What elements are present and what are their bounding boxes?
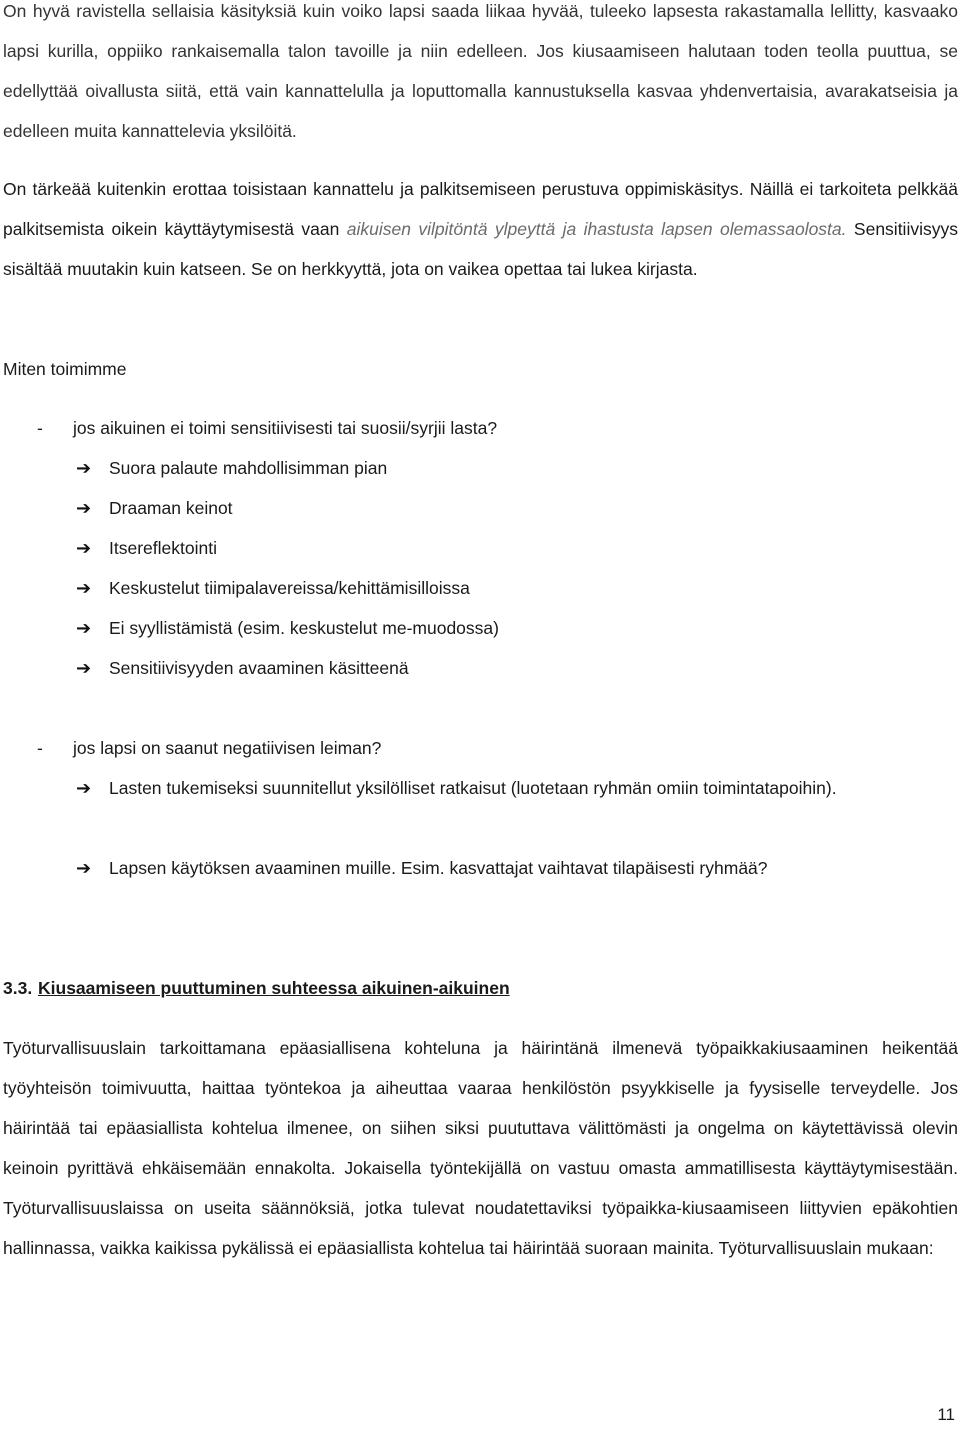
list-item-text: Sensitiivisyyden avaaminen käsitteenä: [109, 658, 409, 678]
list-item-text: Lapsen käytöksen avaaminen muille. Esim. kasvattajat vaihtavat tilapäisesti ryhmää?: [109, 858, 768, 878]
case-1-question: [37, 408, 497, 448]
case-2-question-text: jos lapsi on saanut negatiivisen leiman?: [73, 738, 382, 758]
list-item: [76, 488, 958, 528]
list-item: [76, 568, 958, 608]
workplace-paragraph: Työturvallisuuslain tarkoittamana epäasiallisena kohteluna ja häirintänä ilmenevä työpaikkakiusaaminen heikentää työyhteisön toimivuutta, haittaa työntekoa ja aiheuttaa vaaraa henkilöstön psyykkiselle ja fyysiselle terveydelle. Jos häirintää tai epäasiallista kohtelua ilmenee, on siihen siksi puututtava välittömästi ja ongelma on käytettävissä olevin keinoin pyrittävä ehkäisemään ennakolta. Jokaisella työntekijällä on vastuu omasta ammatillisesta käyttäytymisestään. Työturvallisuuslaissa on useita säännöksiä, jotka tulevat noudatettaviksi työpaikka-kiusaamiseen liittyvien epäkohtien hallinnassa, vaikka kaikissa pykälissä ei epäasiallista kohtelua tai häirintää suoraan mainita. Työturvallisuuslain mukaan:: [3, 1038, 958, 1258]
sensitivity-text-1: On tärkeää kuitenkin erottaa toisistaan kannattelu ja palkitsemiseen perustuva oppimiskäsitys. Näillä ei tarkoiteta pelkkää palkitsemista oikein käyttäytymisestä vaan: [3, 179, 958, 239]
arrow-right-icon: ➔: [76, 778, 92, 798]
intro-paragraph: On hyvä ravistella sellaisia käsityksiä kuin voiko lapsi saada liikaa hyvää, tuleeko lapsesta rakastamalla lellitty, kasvaako lapsi kurilla, oppiiko rankaisemalla talon tavoille ja niin edelleen. Jos kiusaamiseen halutaan toden teolla puuttua, se edellyttää oivallusta siitä, että vain kannattelulla ja loputtomalla kannustuksella kasvaa yhdenvertaisia, avarakatseisia ja edelleen muita kannattelevia yksilöitä.: [3, 1, 958, 141]
list-item: [76, 848, 958, 888]
section-title: Kiusaamiseen puuttuminen suhteessa aikuinen-aikuinen: [38, 978, 510, 998]
arrow-right-icon: ➔: [76, 538, 92, 558]
list-item-text: Lasten tukemiseksi suunnitellut yksilölliset ratkaisut (luotetaan ryhmän omiin toimintatapoihin).: [109, 778, 837, 798]
list-item-text: Itsereflektointi: [109, 538, 217, 558]
list-item: [76, 648, 958, 688]
sensitivity-text-2: Sensitiivisyys sisältää muutakin kuin katseen. Se on herkkyyttä, jota on vaikea opettaa tai lukea kirjasta.: [3, 219, 958, 279]
case-2-question: [37, 728, 381, 768]
list-item: [76, 608, 958, 648]
page-number: 11: [937, 1405, 955, 1424]
list-item: [76, 448, 958, 488]
list-item: [76, 768, 958, 808]
arrow-right-icon: ➔: [76, 498, 92, 518]
dash-marker: -: [37, 738, 43, 758]
sensitivity-paragraph: [3, 169, 958, 289]
section-heading: [3, 968, 510, 1008]
list-item: [76, 528, 958, 568]
dash-marker: -: [37, 418, 43, 438]
list-item-text: Draaman keinot: [109, 498, 233, 518]
list-item-text: Keskustelut tiimipalavereissa/kehittämisilloissa: [109, 578, 470, 598]
arrow-right-icon: ➔: [76, 578, 92, 598]
arrow-right-icon: ➔: [76, 858, 92, 878]
how-we-act-label: Miten toimimme: [3, 359, 127, 379]
arrow-right-icon: ➔: [76, 618, 92, 638]
sensitivity-italic-text: aikuisen vilpitöntä ylpeyttä ja ihastusta lapsen olemassaolosta.: [346, 219, 847, 239]
arrow-right-icon: ➔: [76, 658, 92, 678]
section-number: 3.3.: [3, 978, 33, 998]
list-item-text: Ei syyllistämistä (esim. keskustelut me-muodossa): [109, 618, 499, 638]
arrow-right-icon: ➔: [76, 458, 92, 478]
list-item-text: Suora palaute mahdollisimman pian: [109, 458, 388, 478]
case-1-question-text: jos aikuinen ei toimi sensitiivisesti tai suosii/syrjii lasta?: [73, 418, 498, 438]
